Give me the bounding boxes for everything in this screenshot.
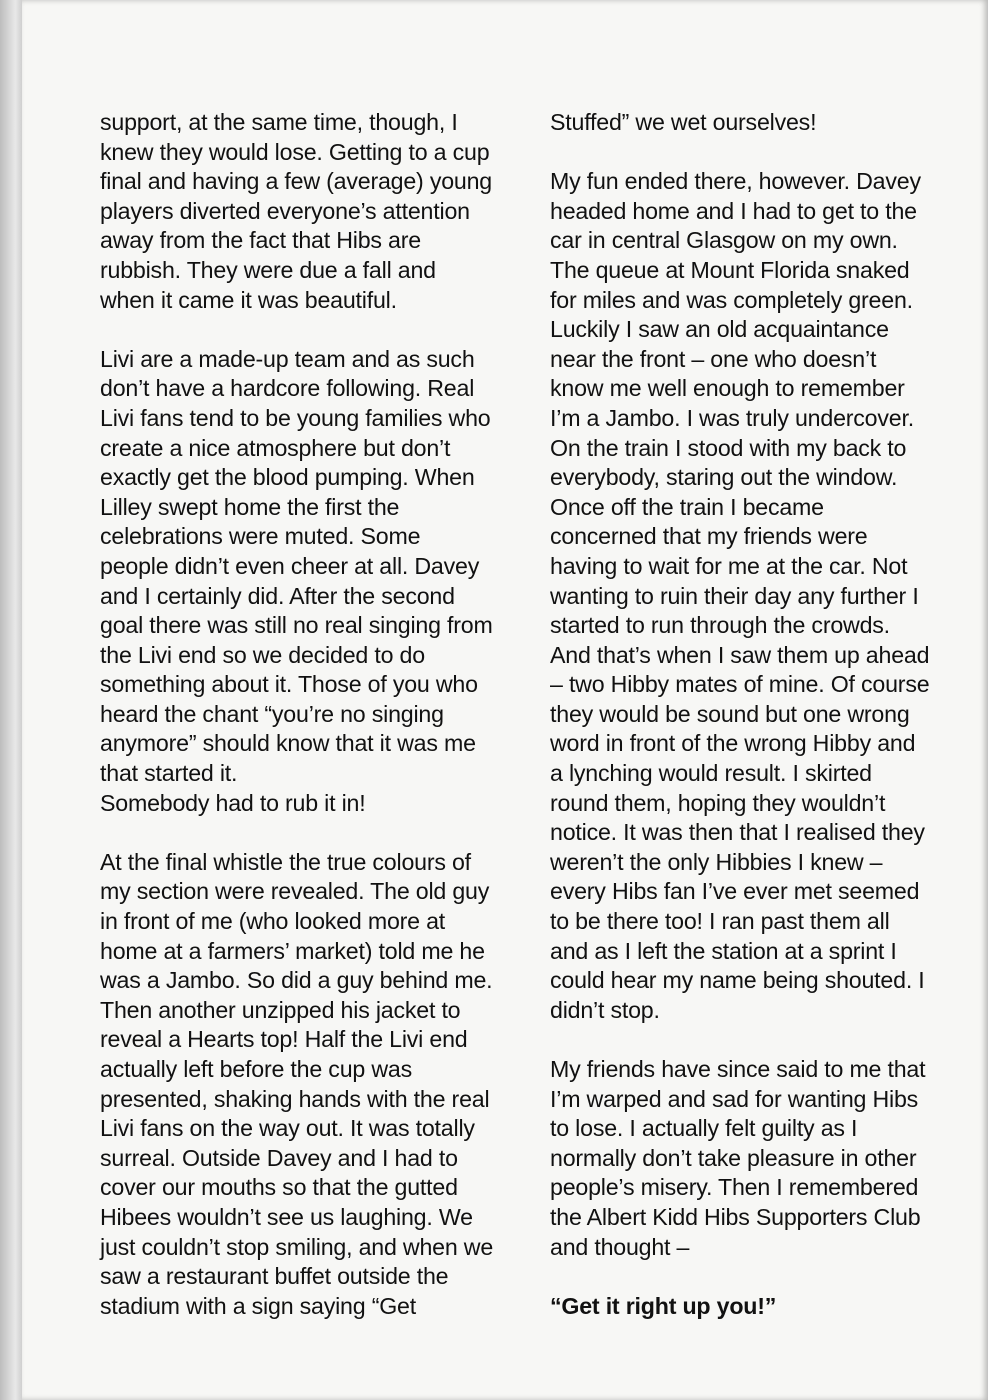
text-line: they would be sound but one wrong [550, 700, 910, 727]
text-line: Livi are a made-up team and as such [100, 345, 475, 372]
text-line: actually left before the cup was [100, 1056, 412, 1082]
text-line: didn’t stop. [550, 996, 660, 1023]
text-line: away from the fact that Hibs are [100, 227, 421, 254]
text-line: was a Jambo. So did a guy behind me. [100, 967, 493, 994]
text-line: weren’t the only Hibbies I knew – [550, 848, 883, 875]
text-line: headed home and I had to get to the [550, 197, 917, 224]
text-line: exactly get the blood pumping. When [100, 464, 475, 491]
paragraph-gap [100, 818, 540, 848]
text-line: The queue at Mount Florida snaked [550, 256, 910, 283]
text-line: something about it. Those of you who [100, 671, 478, 698]
right-text-column [550, 108, 980, 1321]
text-line: stadium with a sign saying “Get [100, 1292, 416, 1319]
text-line: people didn’t even cheer at all. Davey [100, 552, 480, 579]
text-line: Stuffed” we wet ourselves! [550, 109, 817, 135]
text-line: Hibees wouldn’t see us laughing. We [100, 1203, 473, 1230]
text-line: support, at the same time, though, I [100, 109, 458, 135]
text-line: people’s misery. Then I remembered [550, 1174, 919, 1201]
text-line: car in central Glasgow on my own. [550, 227, 898, 254]
text-line: My fun ended there, however. Davey [550, 168, 921, 195]
text-line: anymore” should know that it was me [100, 730, 476, 757]
text-line: and as I left the station at a sprint I [550, 937, 897, 964]
text-line: could hear my name being shouted. I [550, 967, 925, 994]
text-line: knew they would lose. Getting to a cup [100, 138, 490, 165]
text-line: create a nice atmosphere but don’t [100, 434, 451, 461]
text-line: reveal a Hearts top! Half the Livi end [100, 1026, 468, 1053]
text-line: when it came it was beautiful. [100, 286, 397, 313]
text-line: for miles and was completely green. [550, 286, 913, 313]
text-line: And that’s when I saw them up ahead [550, 641, 930, 668]
text-line: don’t have a hardcore following. Real [100, 375, 475, 402]
text-line: Then another unzipped his jacket to [100, 996, 461, 1023]
text-line: Livi fans tend to be young families who [100, 404, 491, 431]
text-line: rubbish. They were due a fall and [100, 256, 436, 283]
text-line: notice. It was then that I realised they [550, 819, 925, 846]
text-line: cover our mouths so that the gutted [100, 1174, 458, 1201]
text-line: I’m warped and sad for wanting Hibs [550, 1085, 919, 1112]
text-line: to be there too! I ran past them all [550, 908, 890, 935]
text-line: the Albert Kidd Hibs Supporters Club [550, 1203, 921, 1230]
text-line: everybody, staring out the window. [550, 464, 898, 491]
text-line: and I certainly did. After the second [100, 582, 455, 609]
text-line: wanting to ruin their day any further I [550, 582, 919, 609]
text-line: players diverted everyone’s attention [100, 197, 470, 224]
text-line: Luckily I saw an old acquaintance [550, 316, 889, 343]
text-line: Once off the train I became [550, 493, 824, 520]
paragraph-gap [100, 315, 540, 345]
text-line: goal there was still no real singing from [100, 612, 493, 639]
text-line: heard the chant “you’re no singing [100, 700, 444, 727]
document-page [22, 0, 988, 1400]
text-line: know me well enough to remember [550, 375, 905, 402]
text-line: Somebody had to rub it in! [100, 789, 366, 816]
text-line: just couldn’t stop smiling, and when we [100, 1233, 494, 1260]
paragraph-gap [550, 1262, 980, 1292]
text-line: On the train I stood with my back to [550, 434, 907, 461]
text-line: a lynching would result. I skirted [550, 760, 872, 787]
text-line: My friends have since said to me that [550, 1056, 926, 1082]
text-line: the Livi end so we decided to do [100, 641, 425, 668]
closing-exclamation: “Get it right up you!” [550, 1292, 777, 1319]
binding-spine [0, 0, 22, 1400]
text-line: saw a restaurant buffet outside the [100, 1263, 449, 1290]
text-line: concerned that my friends were [550, 523, 868, 550]
text-line: my section were revealed. The old guy [100, 878, 490, 905]
text-line: and thought – [550, 1233, 690, 1260]
text-line: surreal. Outside Davey and I had to [100, 1144, 458, 1171]
text-line: that started it. [100, 760, 238, 787]
text-line: Livi fans on the way out. It was totally [100, 1115, 475, 1142]
text-line: word in front of the wrong Hibby and [550, 730, 916, 757]
text-line: final and having a few (average) young [100, 168, 492, 195]
text-line: Lilley swept home the first the [100, 493, 400, 520]
text-line: normally don’t take pleasure in other [550, 1144, 917, 1171]
paragraph-gap [550, 138, 980, 168]
paragraph-gap [550, 1025, 980, 1055]
text-line: started to run through the crowds. [550, 612, 890, 639]
text-line: home at a farmers’ market) told me he [100, 937, 485, 964]
text-line: having to wait for me at the car. Not [550, 552, 908, 579]
text-line: presented, shaking hands with the real [100, 1085, 490, 1112]
text-line: round them, hoping they wouldn’t [550, 789, 886, 816]
text-line: At the final whistle the true colours of [100, 848, 471, 875]
text-line: – two Hibby mates of mine. Of course [550, 671, 930, 698]
text-line: every Hibs fan I’ve ever met seemed [550, 878, 920, 905]
text-line: near the front – one who doesn’t [550, 345, 877, 372]
right-column-lines [550, 108, 980, 1292]
text-line: in front of me (who looked more at [100, 908, 446, 935]
text-line: I’m a Jambo. I was truly undercover. [550, 404, 914, 431]
left-text-column [100, 108, 540, 1321]
text-line: celebrations were muted. Some [100, 523, 421, 550]
text-line: to lose. I actually felt guilty as I [550, 1115, 858, 1142]
